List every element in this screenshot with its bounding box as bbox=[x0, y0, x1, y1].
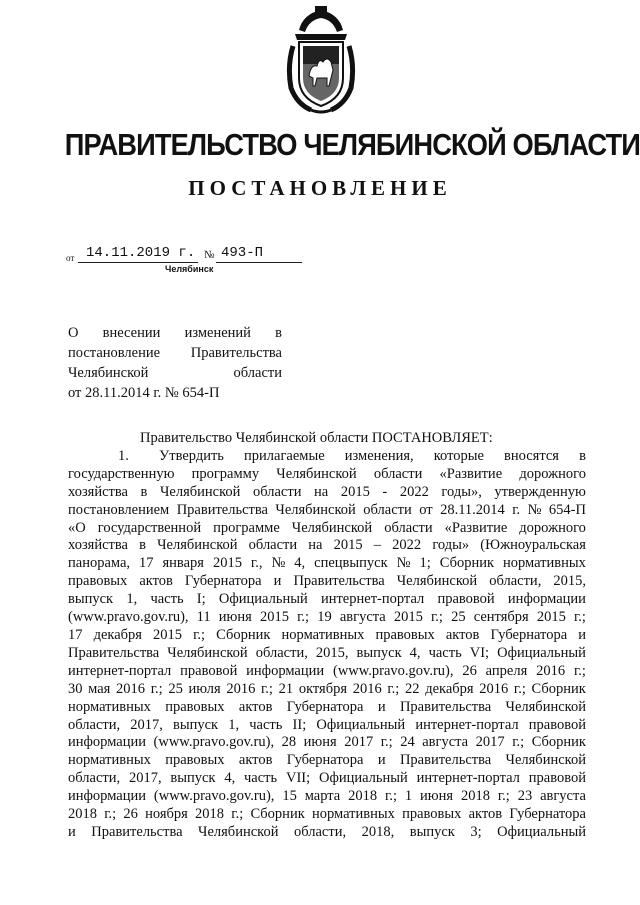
word: 4, bbox=[224, 770, 236, 787]
word: 26 bbox=[462, 662, 477, 679]
word: Правительства bbox=[68, 644, 160, 661]
word: прилагаемые bbox=[244, 447, 325, 464]
word: 2016 bbox=[479, 680, 509, 697]
item-number: 1. bbox=[118, 447, 129, 464]
word: Правительства bbox=[399, 698, 492, 715]
word: Официальный bbox=[318, 770, 408, 787]
text-line bbox=[68, 555, 586, 573]
word: Губернатора bbox=[184, 573, 262, 590]
word: II; bbox=[292, 716, 307, 733]
word: 1, bbox=[228, 716, 240, 733]
document-date: 14.11.2019 г. bbox=[86, 245, 196, 261]
word: утвержденную bbox=[494, 483, 586, 500]
word: Губернатора bbox=[286, 698, 364, 715]
word: «О bbox=[68, 519, 86, 536]
word: и bbox=[377, 698, 386, 715]
word: области bbox=[373, 465, 423, 482]
word: Челябинской bbox=[505, 698, 586, 715]
word: (www.pravo.gov.ru), bbox=[153, 788, 275, 805]
word: сентября bbox=[473, 609, 529, 626]
word: «Развитие bbox=[444, 519, 508, 536]
word: часть bbox=[150, 591, 184, 608]
word: Челябинской bbox=[396, 573, 478, 590]
word: правовой bbox=[528, 770, 586, 787]
word: области bbox=[248, 537, 298, 554]
word: 2015 bbox=[393, 609, 423, 626]
text-line bbox=[68, 717, 586, 735]
word: (www.pravo.gov.ru), bbox=[153, 734, 275, 751]
text-line bbox=[68, 645, 586, 663]
word: 2015 bbox=[333, 537, 363, 554]
word: информации bbox=[68, 788, 146, 805]
text-line bbox=[68, 573, 586, 591]
word: нормативных bbox=[281, 626, 365, 643]
word: Утвердить bbox=[158, 447, 224, 464]
word: г., bbox=[250, 555, 263, 572]
word: Челябинской bbox=[159, 483, 241, 500]
word: от bbox=[419, 501, 433, 518]
subject-line bbox=[68, 323, 282, 343]
word: государственной bbox=[97, 519, 202, 536]
word: области, bbox=[293, 823, 347, 840]
word: интернет-портал bbox=[68, 662, 172, 679]
word: которые bbox=[433, 447, 484, 464]
word: 2018 bbox=[348, 788, 378, 805]
word: Правительства bbox=[293, 573, 385, 590]
word: 2018 bbox=[68, 806, 97, 823]
word: 2018, bbox=[361, 823, 395, 840]
word: № bbox=[527, 501, 542, 518]
word: г.; bbox=[573, 662, 586, 679]
text-line bbox=[68, 466, 586, 484]
word: 4, bbox=[294, 555, 306, 572]
word: 28 bbox=[281, 734, 297, 751]
word: Губернатора bbox=[509, 806, 586, 823]
word: 22 bbox=[405, 680, 420, 697]
word: в bbox=[140, 483, 148, 500]
word: вносятся bbox=[504, 447, 559, 464]
word: 2017, bbox=[130, 716, 163, 733]
text-line bbox=[68, 484, 586, 502]
word: области bbox=[384, 519, 433, 536]
word: 1 bbox=[404, 788, 413, 805]
word: выпуск bbox=[356, 644, 402, 661]
word: 2016 bbox=[352, 680, 382, 697]
document-requisites bbox=[66, 244, 306, 266]
word: 2016 bbox=[536, 662, 566, 679]
word: правовых bbox=[165, 752, 225, 769]
word: Сборник bbox=[216, 626, 271, 643]
document-body bbox=[68, 430, 586, 842]
word: 1, bbox=[126, 591, 138, 608]
word: Сборник bbox=[531, 734, 586, 751]
text-line bbox=[68, 627, 586, 645]
word: государственную bbox=[68, 465, 175, 482]
word: июня bbox=[303, 734, 337, 751]
word: часть bbox=[249, 716, 283, 733]
government-title: ПРАВИТЕЛЬСТВО ЧЕЛЯБИНСКОЙ ОБЛАСТИ bbox=[64, 127, 640, 162]
word: Официальный bbox=[218, 591, 308, 608]
word: и bbox=[273, 573, 282, 590]
word: 4, bbox=[409, 644, 421, 661]
word: июня bbox=[218, 609, 252, 626]
word: выпуск bbox=[173, 716, 219, 733]
word: 17 bbox=[68, 626, 83, 643]
document-subject bbox=[68, 323, 282, 403]
word: 17 bbox=[139, 555, 154, 572]
word: г.; bbox=[497, 788, 510, 805]
word: 2015 bbox=[536, 609, 566, 626]
word: г.; bbox=[573, 609, 586, 626]
word: 24 bbox=[400, 734, 415, 751]
word: в bbox=[275, 325, 282, 341]
word: правовых bbox=[402, 806, 462, 823]
word: (www.pravo.gov.ru), bbox=[332, 662, 454, 679]
word: июня bbox=[420, 788, 454, 805]
word: интернет-портал bbox=[416, 770, 520, 787]
word: 26 bbox=[123, 806, 138, 823]
word: Правительства bbox=[176, 501, 268, 518]
date-underline bbox=[78, 262, 198, 263]
word: I; bbox=[196, 591, 206, 608]
word: Сборник bbox=[250, 806, 305, 823]
word: области bbox=[233, 365, 282, 381]
word: 2016 bbox=[226, 680, 256, 697]
body-paragraph bbox=[68, 448, 586, 842]
word: марта bbox=[304, 788, 341, 805]
word: годы» bbox=[432, 537, 470, 554]
word: 21 bbox=[278, 680, 294, 697]
word: нормативных bbox=[68, 752, 151, 769]
subject-line bbox=[68, 343, 282, 363]
word: 2016 bbox=[116, 680, 146, 697]
coat-of-arms-emblem bbox=[285, 6, 357, 116]
word: информации bbox=[507, 591, 586, 608]
text-line bbox=[68, 699, 586, 717]
text-line bbox=[68, 663, 586, 681]
word: августа bbox=[540, 788, 586, 805]
word: 2015, bbox=[315, 644, 349, 661]
word: программе bbox=[213, 519, 280, 536]
word: г.; bbox=[431, 609, 443, 626]
word: актов bbox=[468, 806, 503, 823]
text-line bbox=[68, 537, 586, 555]
word: актов bbox=[139, 573, 173, 590]
word: 2022 bbox=[392, 537, 422, 554]
word: - bbox=[382, 483, 388, 500]
word: в bbox=[579, 447, 586, 464]
word: информации bbox=[246, 662, 325, 679]
word: 23 bbox=[517, 788, 533, 805]
word: Официальный bbox=[497, 823, 586, 840]
word: правовой bbox=[437, 591, 495, 608]
word: Губернатора bbox=[286, 752, 364, 769]
word: г.; bbox=[297, 609, 310, 626]
word: области, bbox=[255, 644, 308, 661]
number-underline bbox=[216, 262, 302, 263]
text-line bbox=[68, 448, 586, 466]
text-line bbox=[68, 591, 586, 609]
text-line bbox=[68, 788, 586, 806]
word: апреля bbox=[485, 662, 528, 679]
word: О bbox=[68, 325, 79, 341]
subject-line bbox=[68, 363, 282, 383]
text-line bbox=[68, 609, 586, 627]
word: г. bbox=[512, 501, 521, 518]
text-line bbox=[68, 752, 586, 770]
word: нормативных bbox=[68, 698, 151, 715]
word: интернет-портал bbox=[415, 716, 519, 733]
word: выпуск bbox=[409, 823, 455, 840]
word: области bbox=[363, 501, 412, 518]
word: августа bbox=[422, 734, 469, 751]
word: 2017, bbox=[128, 770, 162, 787]
word: июля bbox=[188, 680, 221, 697]
word: Сборник bbox=[531, 680, 586, 697]
word: нормативных bbox=[311, 806, 395, 823]
text-line bbox=[68, 734, 586, 752]
word: 2015 bbox=[153, 626, 183, 643]
text-line bbox=[68, 502, 586, 520]
word: и bbox=[68, 823, 76, 840]
word: правовых bbox=[165, 698, 225, 715]
word: г.; bbox=[150, 680, 163, 697]
word: 11 bbox=[196, 609, 211, 626]
word: 2015 bbox=[259, 609, 289, 626]
text-line bbox=[68, 681, 586, 699]
word: Сборник bbox=[439, 555, 495, 572]
word: актов bbox=[445, 626, 480, 643]
word: г.; bbox=[513, 680, 526, 697]
word: спецвыпуск bbox=[314, 555, 388, 572]
word: Правительства bbox=[91, 823, 183, 840]
word: 1; bbox=[419, 555, 431, 572]
word: Правительства bbox=[190, 345, 282, 361]
word: 28.11.2014 bbox=[440, 501, 505, 518]
word: 2017 bbox=[475, 734, 505, 751]
word: 25 bbox=[168, 680, 183, 697]
word: правовой bbox=[528, 716, 586, 733]
word: Челябинской bbox=[167, 644, 248, 661]
word: программу bbox=[191, 465, 260, 482]
word: дорожного bbox=[519, 465, 586, 482]
word: г.; bbox=[261, 680, 273, 697]
word: области, bbox=[68, 770, 121, 787]
word: актов bbox=[238, 752, 273, 769]
word: информации bbox=[68, 734, 146, 751]
word: августа bbox=[339, 609, 386, 626]
word: области, bbox=[68, 716, 121, 733]
word: 2015, bbox=[553, 573, 586, 590]
word: постановление bbox=[68, 345, 161, 361]
word: области, bbox=[489, 573, 542, 590]
word: нормативных bbox=[503, 555, 586, 572]
word: изменения, bbox=[344, 447, 414, 464]
word: мая bbox=[88, 680, 111, 697]
text-line bbox=[68, 806, 586, 824]
word: годы», bbox=[441, 483, 482, 500]
word: 2018 bbox=[460, 788, 490, 805]
word: панорама, bbox=[68, 555, 131, 572]
word: г.; bbox=[512, 734, 525, 751]
word: Челябинской bbox=[275, 501, 356, 518]
word: г.; bbox=[385, 788, 397, 805]
word: часть bbox=[244, 770, 278, 787]
word: 654-П bbox=[548, 501, 586, 518]
document-number: 493-П bbox=[221, 245, 264, 261]
word: Правительства bbox=[399, 752, 492, 769]
word: № bbox=[271, 555, 286, 572]
word: выпуск bbox=[68, 591, 114, 608]
word: декабря bbox=[425, 680, 474, 697]
word: на bbox=[308, 537, 323, 554]
city-name: Челябинск bbox=[165, 264, 214, 274]
word: часть bbox=[428, 644, 462, 661]
word: г.; bbox=[387, 680, 400, 697]
word: Челябинской bbox=[291, 519, 373, 536]
word: постановлением bbox=[68, 501, 170, 518]
word: хозяйства bbox=[68, 483, 128, 500]
word: Челябинской bbox=[157, 537, 238, 554]
word: 2015 bbox=[340, 483, 370, 500]
word: 30 bbox=[68, 680, 83, 697]
word: декабря bbox=[93, 626, 142, 643]
subject-line: от 28.11.2014 г. № 654-П bbox=[68, 385, 220, 401]
word: № bbox=[396, 555, 411, 572]
word: Челябинской bbox=[198, 823, 279, 840]
word: и bbox=[578, 626, 586, 643]
word: октября bbox=[298, 680, 348, 697]
document-type-title: ПОСТАНОВЛЕНИЕ bbox=[188, 176, 452, 200]
word: ноября bbox=[145, 806, 188, 823]
date-prefix: от bbox=[66, 253, 75, 263]
word: и bbox=[377, 752, 386, 769]
word: – bbox=[373, 537, 382, 554]
word: г.; bbox=[193, 626, 206, 643]
word: на bbox=[314, 483, 329, 500]
text-line bbox=[68, 770, 586, 788]
word: правовой bbox=[180, 662, 238, 679]
word: г.; bbox=[380, 734, 393, 751]
word: хозяйства bbox=[68, 537, 128, 554]
word: Челябинской bbox=[68, 365, 149, 381]
text-line bbox=[68, 824, 586, 842]
word: (Южноуральская bbox=[480, 537, 586, 554]
word: Официальный bbox=[497, 644, 586, 661]
word: Челябинской bbox=[505, 752, 586, 769]
word: 2017 bbox=[344, 734, 374, 751]
word: 2018 bbox=[195, 806, 225, 823]
word: выпуск bbox=[170, 770, 216, 787]
word: 15 bbox=[282, 788, 297, 805]
word: (www.pravo.gov.ru), bbox=[68, 609, 189, 626]
word: 25 bbox=[451, 609, 466, 626]
number-prefix: № bbox=[204, 249, 215, 261]
word: изменений bbox=[184, 325, 251, 341]
word: Официальный bbox=[316, 716, 406, 733]
word: правовых bbox=[68, 573, 128, 590]
word: 3; bbox=[470, 823, 482, 840]
text-line bbox=[68, 520, 586, 538]
word: 2022 bbox=[399, 483, 429, 500]
word: Челябинской bbox=[276, 465, 357, 482]
word: Губернатора bbox=[490, 626, 568, 643]
word: г.; bbox=[231, 806, 244, 823]
word: области bbox=[252, 483, 302, 500]
word: актов bbox=[238, 698, 273, 715]
word: VI; bbox=[469, 644, 490, 661]
word: г.; bbox=[104, 806, 117, 823]
word: правовых bbox=[375, 626, 435, 643]
word: января bbox=[162, 555, 204, 572]
word: внесении bbox=[102, 325, 161, 341]
word: VII; bbox=[285, 770, 311, 787]
word: в bbox=[139, 537, 146, 554]
word: дорожного bbox=[519, 519, 586, 536]
word: 19 bbox=[317, 609, 332, 626]
resolution-intro: Правительство Челябинской области ПОСТАНОВЛЯЕТ: bbox=[140, 430, 493, 446]
word: 2015 bbox=[212, 555, 242, 572]
word: «Развитие bbox=[439, 465, 503, 482]
word: интернет-портал bbox=[320, 591, 425, 608]
